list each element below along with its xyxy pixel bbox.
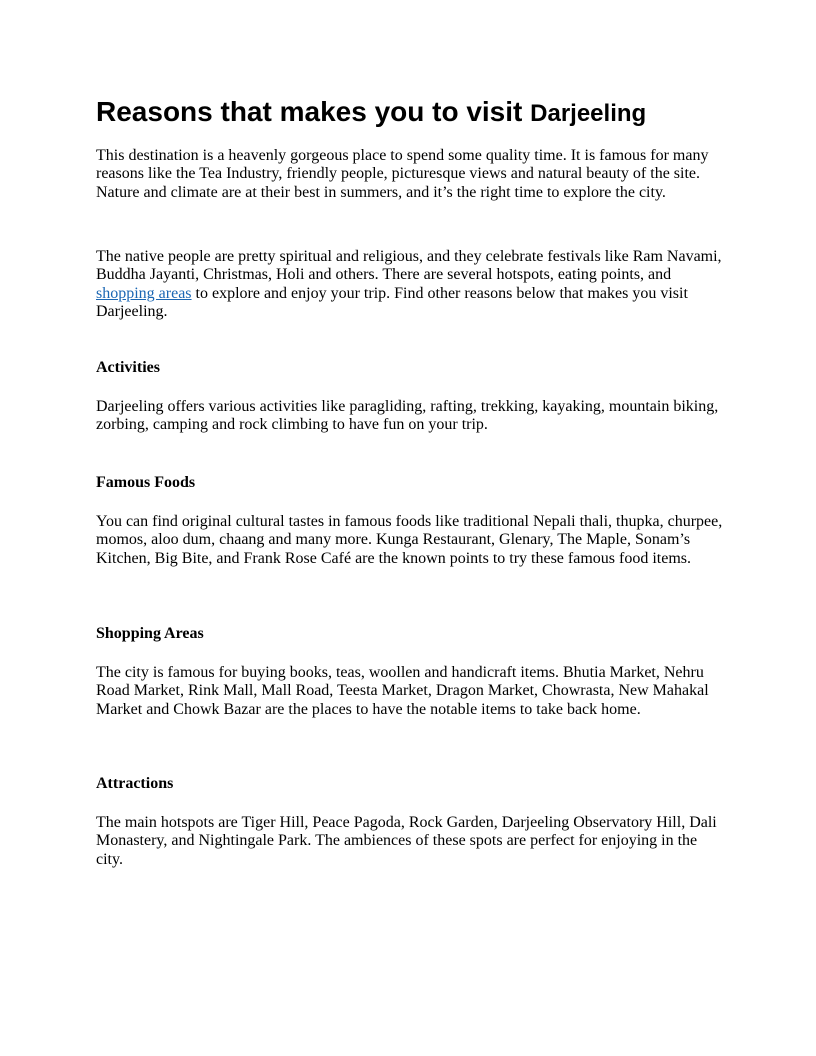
intro-paragraph: This destination is a heavenly gorgeous place to spend some quality time. It is famous for many reasons like the Tea Industry, friendly people, picturesque views and natural beauty of the site. Nature and climate are at their best in summers, and it’s the right time to explore the city. bbox=[96, 147, 709, 201]
attractions-heading: Attractions bbox=[96, 775, 174, 792]
page-title bbox=[96, 92, 646, 134]
title-place: Darjeeling bbox=[530, 100, 647, 127]
festivals-text-after: to explore and enjoy your trip. Find other reasons below that makes you visit Darjeeling. bbox=[96, 284, 688, 320]
festivals-text-before: The native people are pretty spiritual and religious, and they celebrate festivals like Ram Navami, Buddha Jayanti, Christmas, Holi and others. There are several hotspots, eating points, and bbox=[96, 248, 722, 284]
shopping-areas-heading: Shopping Areas bbox=[96, 625, 204, 642]
famous-foods-heading: Famous Foods bbox=[96, 474, 196, 491]
famous-foods-paragraph: You can find original cultural tastes in famous foods like traditional Nepali thali, thupka, churpee, momos, aloo dum, chaang and many more. Kunga Restaurant, Glenary, The Maple, Sonam’s Kitchen, Big Bite, and Frank Rose Café are the known points to try these famous food items. bbox=[96, 513, 723, 567]
activities-heading: Activities bbox=[96, 359, 160, 376]
shopping-areas-paragraph: The city is famous for buying books, teas, woollen and handicraft items. Bhutia Market, Nehru Road Market, Rink Mall, Mall Road, Teesta Market, Dragon Market, Chowrasta, New Mahakal Market and Chowk Bazar are the places to have the notable items to take back home. bbox=[96, 664, 709, 718]
activities-paragraph: Darjeeling offers various activities like paragliding, rafting, trekking, kayaking, mountain biking, zorbing, camping and rock climbing to have fun on your trip. bbox=[96, 398, 719, 434]
shopping-areas-link[interactable]: shopping areas bbox=[96, 284, 192, 302]
festivals-paragraph bbox=[96, 248, 726, 321]
title-main: Reasons that makes you to visit bbox=[96, 96, 531, 127]
attractions-paragraph: The main hotspots are Tiger Hill, Peace Pagoda, Rock Garden, Darjeeling Observatory Hill, Dali Monastery, and Nightingale Park. The ambiences of these spots are perfect for enjoying in the city. bbox=[96, 814, 717, 868]
